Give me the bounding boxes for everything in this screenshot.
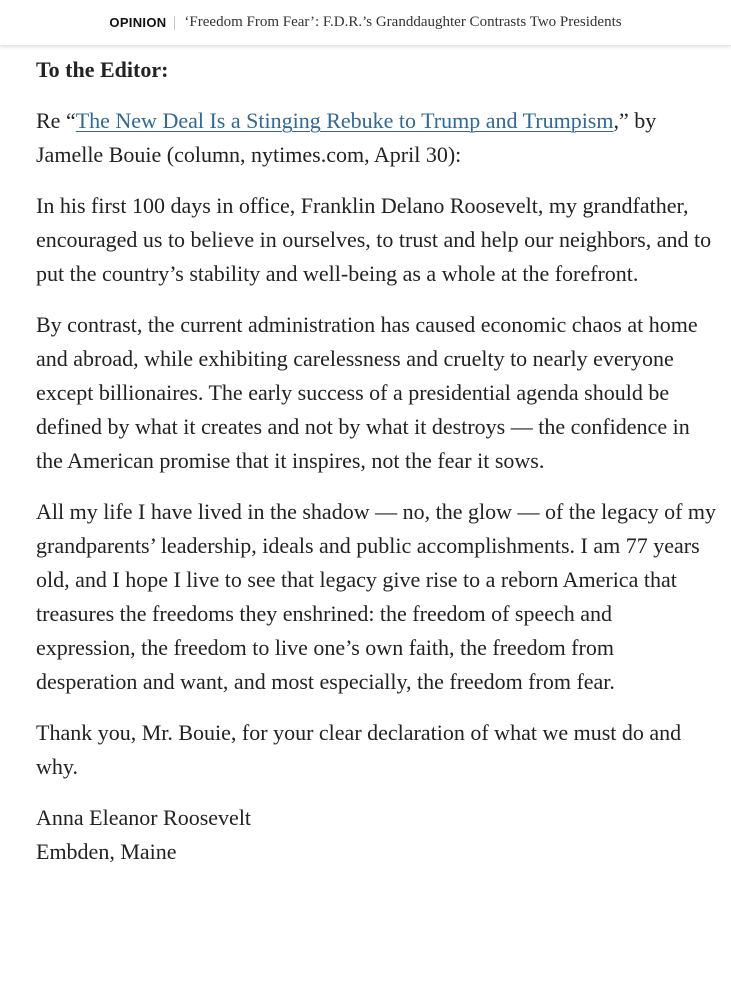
signature-name: Anna Eleanor Roosevelt: [36, 805, 252, 830]
paragraph-3: All my life I have lived in the shadow — no, the glow — of the legacy of my grandparents’ leadership, ideals and public accomplishments. I am 77 years old, and I hope I live to see that legacy give rise to a reborn America that treasures the freedoms they enshrined: the freedom of speech and expression, the freedom to live one’s own faith, the freedom from desperation and want, and most especially, the freedom from fear.: [36, 499, 717, 694]
signature-place: Embden, Maine: [36, 839, 177, 864]
signature: [36, 801, 716, 869]
letter-body: [36, 53, 716, 869]
top-bar: [0, 0, 731, 46]
reference-paragraph: [36, 104, 716, 172]
paragraph-2: By contrast, the current administration has caused economic chaos at home and abroad, while exhibiting carelessness and cruelty to nearly everyone except billionaires. The early success of a presidential agenda should be defined by what it creates and not by what it destroys — the confidence in the American promise that it inspires, not the fear it sows.: [36, 312, 698, 473]
re-suffix: ,” by Jamelle Bouie (column, nytimes.com, April 30):: [36, 108, 657, 167]
salutation: To the Editor:: [36, 57, 169, 82]
column-link[interactable]: The New Deal Is a Stinging Rebuke to Trump and Trumpism: [75, 108, 614, 133]
header-divider: [174, 16, 175, 30]
re-prefix: Re “: [36, 108, 76, 133]
paragraph-4: Thank you, Mr. Bouie, for your clear declaration of what we must do and why.: [36, 720, 682, 779]
article-headline: ‘Freedom From Fear’: F.D.R.’s Granddaughter Contrasts Two Presidents: [184, 14, 622, 30]
paragraph-1: In his first 100 days in office, Franklin Delano Roosevelt, my grandfather, encouraged us to believe in ourselves, to trust and help our neighbors, and to put the country’s stability and well-being as a whole at the forefront.: [36, 193, 712, 286]
section-label[interactable]: OPINION: [109, 15, 167, 30]
